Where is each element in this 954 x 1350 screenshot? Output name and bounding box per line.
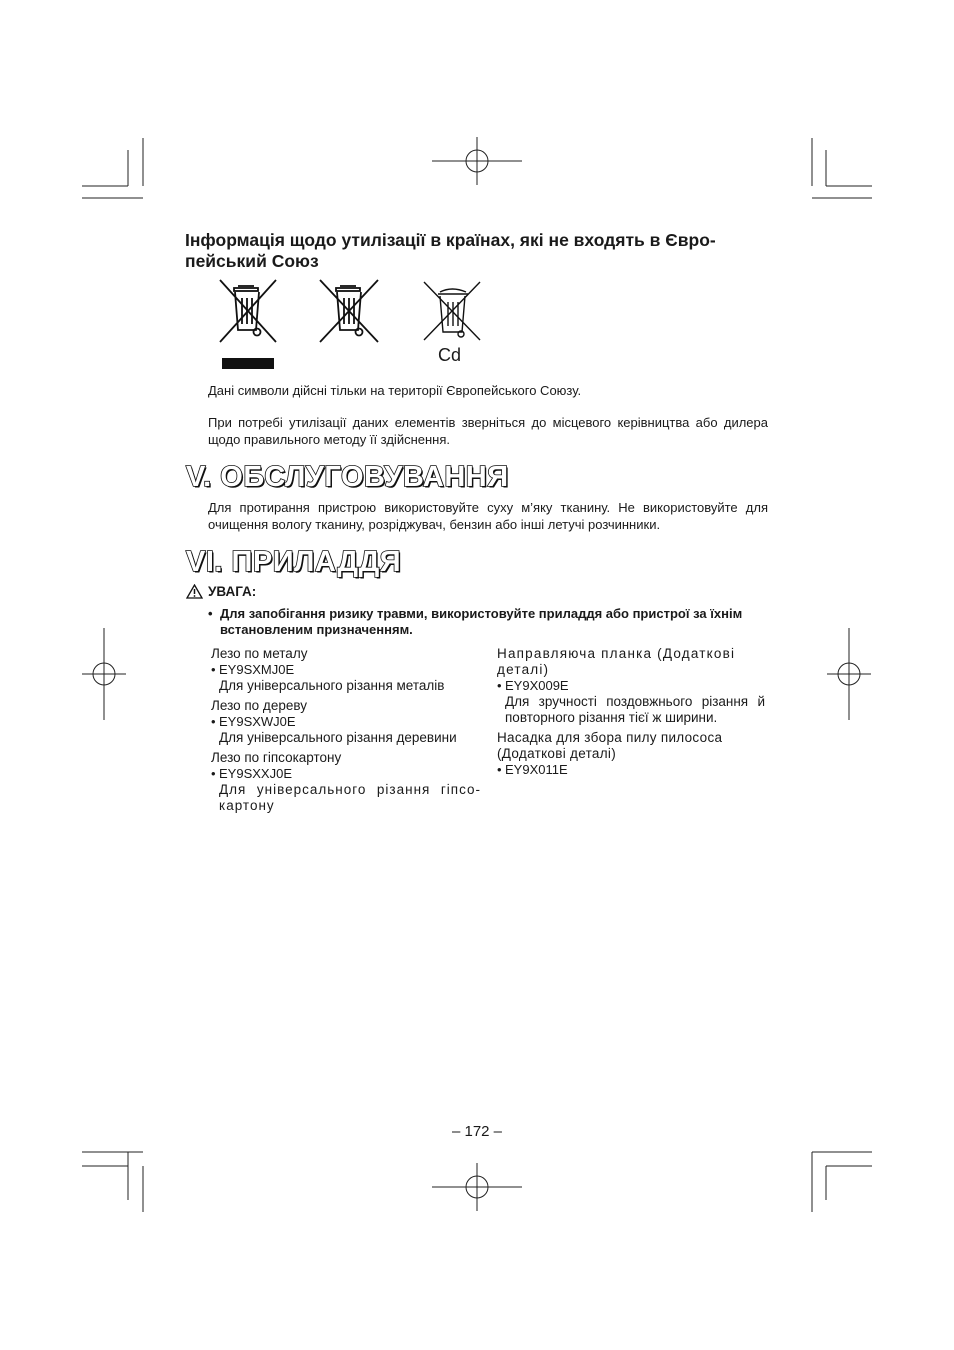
accessory-title: Лезо по дереву [211, 698, 307, 713]
page-number: – 172 – [451, 1123, 503, 1140]
accessory-code: • EY9SXWJ0E [211, 714, 296, 729]
disposal-info-heading: Інформація щодо утилізації в країнах, які не входять в Євро-пейський Союз [185, 230, 716, 271]
disposal-advice: При потребі утилізації даних елементів зверніться до місцевого керівництва або дилера щодо правильного методу її здійснення. [208, 415, 768, 447]
crossed-bin-cd-icon [424, 282, 480, 340]
crossed-bin-icon [320, 280, 378, 342]
accessories-right-column [497, 646, 765, 778]
section-maintenance-title: V. ОБСЛУГОВУВАННЯ [186, 461, 509, 493]
accessory-title: Насадка для збора пилу пилососа (Додаткові деталі) [497, 730, 723, 761]
accessory-item [497, 646, 765, 726]
accessory-item [497, 730, 765, 778]
accessory-code: • EY9SXMJ0E [211, 662, 295, 677]
accessory-item [211, 750, 481, 814]
accessory-desc: Для універсального різання металів [219, 678, 445, 693]
accessory-code: • EY9X009E [497, 678, 569, 693]
accessory-item [211, 646, 481, 694]
accessory-title: Направляюча планка (Додаткові деталі) [497, 646, 736, 677]
warning-bullet [208, 606, 768, 638]
warning-text: Для запобігання ризику травми, використовуйте приладдя або пристрої за їхнім встановленим призначенням. [220, 606, 743, 637]
accessory-item [211, 698, 481, 746]
bullet-dot: • [208, 606, 213, 621]
accessory-code: • EY9X011E [497, 762, 568, 777]
crossed-bin-with-bar-icon [220, 280, 276, 369]
accessory-title: Лезо по гіпсокартону [211, 750, 342, 765]
disposal-symbols [214, 278, 484, 373]
section-accessories-title: VI. ПРИЛАДДЯ [186, 546, 402, 578]
accessory-desc: Для універсального різання деревини [219, 730, 457, 745]
eu-only-note: Дані символи дійсні тільки на території Європейського Союзу. [208, 383, 582, 398]
caution-header [186, 583, 256, 600]
maintenance-text: Для протирання пристрою використовуйте суху м’яку тканину. Не використовуйте для очищення вологу тканину, розріджувач, бензин або інші летучі розчинники. [208, 500, 768, 532]
accessory-desc: Для зручності поздовжнього різання й повторного різання тієї ж ширини. [505, 694, 765, 725]
caution-label: УВАГА: [208, 584, 257, 599]
accessories-left-column [211, 646, 481, 818]
accessory-code: • EY9SXXJ0E [211, 766, 292, 781]
cd-label: Cd [438, 345, 462, 365]
accessory-title: Лезо по металу [211, 646, 308, 661]
warning-triangle-icon [186, 584, 203, 599]
accessory-desc: Для універсального різання гіпсо-картону [219, 782, 481, 813]
